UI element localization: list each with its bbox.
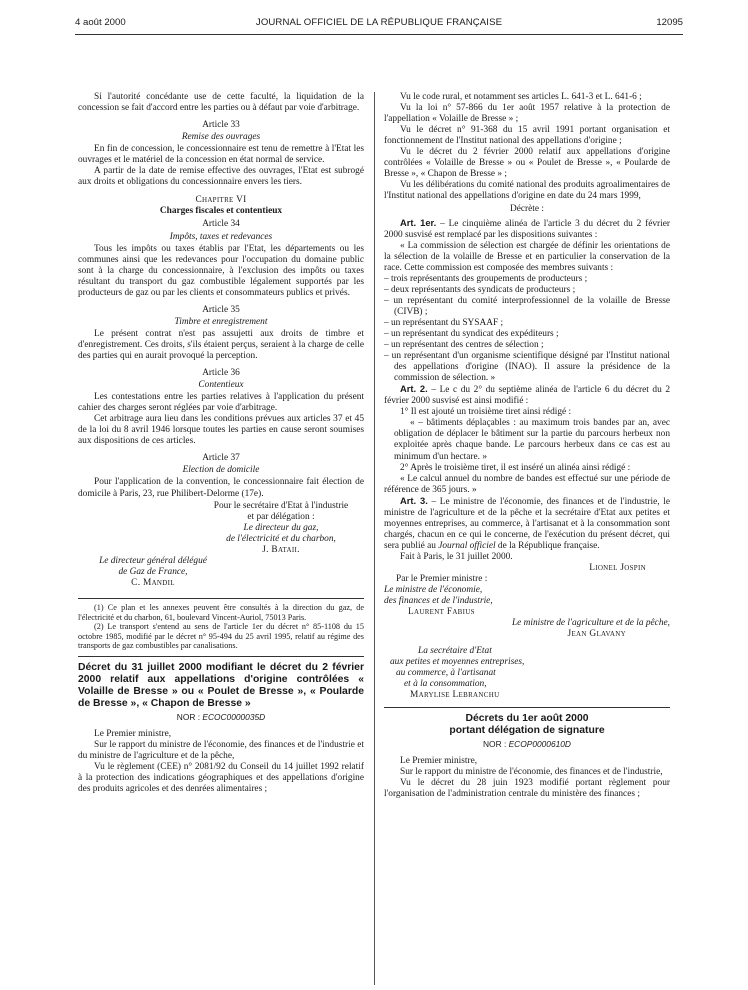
paragraph: Vu la loi n° 57-866 du 1er août 1957 relative à la protection de l'appellation « Volaille de Bresse » ; — [384, 103, 670, 125]
paragraph: Si l'autorité concédante use de cette faculté, la liquidation de la concession se fait d'accord entre les parties ou à défaut par voie d'arbitrage. — [78, 92, 364, 114]
member-list-item: – trois représentants des groupements de producteurs ; — [384, 273, 588, 284]
signature-line: Le directeur général délégué — [99, 555, 207, 566]
signature-line: et à la consommation, — [404, 679, 487, 690]
paragraph: Le Premier ministre, — [400, 755, 478, 766]
article-subtitle: Remise des ouvrages — [181, 132, 261, 143]
signatory-name: Laurent Fabius — [408, 607, 475, 618]
place-date: Fait à Paris, le 31 juillet 2000. — [400, 551, 513, 562]
column-divider — [374, 92, 375, 985]
right-column — [384, 92, 670, 800]
paragraph: Vu le code rural, et notamment ses articles L. 641-3 et L. 641-6 ; — [400, 92, 642, 102]
paragraph: Pour l'application de la convention, le concessionnaire fait élection de domicile à Paris, 23, rue Philibert-Delorme (17e). — [78, 477, 364, 499]
member-list — [384, 274, 670, 384]
paragraph: Vu le décret du 2 février 2000 relatif aux appellations d'origine contrôlées « Volaille de Bresse » ou « Poulet de Bresse », « Poularde de Bresse », « Chapon de Bresse » ; — [384, 147, 670, 180]
signatory-name: Lionel Jospin — [589, 562, 646, 573]
quote-paragraph: « Le calcul annuel du nombre de bandes est effectué sur une période de référence de 365 jours. » — [384, 473, 670, 495]
signatory-name: J. Bataii. — [262, 544, 300, 555]
article-paragraph — [384, 496, 670, 552]
paragraph: Le présent contrat n'est pas assujetti aux droits de timbre et d'enregistrement. Ces droits, s'ils étaient perçus, seraient à la charge de celle des parties qui en aurait provoqué la perception. — [78, 328, 364, 361]
signature-line: Par le Premier ministre : — [396, 574, 488, 585]
nor-label: NOR : — [483, 738, 507, 749]
member-list-item: – deux représentants des syndicats de producteurs ; — [384, 284, 576, 295]
article-paragraph — [384, 218, 670, 241]
decree-title: Décrets du 1er août 2000 — [465, 712, 589, 724]
signature-line: de Gaz de France, — [118, 566, 188, 577]
article-subtitle: Impôts, taxes et redevances — [169, 231, 273, 242]
signature-line: aux petites et moyennes entreprises, — [390, 657, 525, 668]
header-title: JOURNAL OFFICIEL DE LA RÉPUBLIQUE FRANÇAISE — [255, 17, 503, 28]
article-label: Art. 1er. — [400, 217, 437, 228]
decree-title: Décret du 31 juillet 2000 modifiant le décret du 2 février 2000 relatif aux appellations d'origine contrôlées « Volaille de Bresse » ou « Poulet de Bresse », « Poularde de Bresse », « Chapon de Bresse » — [78, 661, 364, 709]
article-heading: Article 37 — [202, 453, 240, 464]
header-date: 4 août 2000 — [75, 17, 126, 28]
footnote: (1) Ce plan et les annexes peuvent être consultés à la direction du gaz, de l'électricité et du charbon, 61, boulevard Vincent-Auriol, 75013 Paris. — [78, 602, 364, 622]
paragraph: Le Premier ministre, — [94, 728, 172, 739]
signature-line: de l'électricité et du charbon, — [226, 533, 336, 544]
left-column — [78, 92, 364, 795]
footnote: (2) Le transport s'entend au sens de l'article 1er du décret n° 85-1108 du 15 octobre 1985, modifié par le décret n° 95-494 du 25 avril 1995, relatif au régime des transports de gaz combustibles par canalisations. — [78, 622, 364, 651]
section-rule — [78, 656, 364, 657]
quote-paragraph: « La commission de sélection est chargée de définir les orientations de la sélection de la volaille de Bresse et en particulier la conservation de la race. Cette commission est composée des membres suivants : — [384, 240, 670, 273]
paragraph: Cet arbitrage aura lieu dans les conditions prévues aux articles 37 et 45 de la loi du 8 avril 1946 lorsque toutes les parties en cause seront soumises aux dispositions de ces articles. — [78, 414, 364, 447]
member-list-item: – un représentant du SYSAAF ; — [384, 317, 504, 328]
signature-line: des finances et de l'industrie, — [384, 596, 493, 607]
member-list-item: – un représentant du comité interprofessionnel de la volaille de Bresse (CIVB) ; — [384, 295, 670, 317]
journal-name: Journal officiel — [438, 540, 496, 551]
signature-block — [384, 646, 670, 701]
member-list-item: – un représentant des centres de sélection ; — [384, 340, 544, 351]
signature-line: La secrétaire d'Etat — [418, 646, 492, 657]
chapter-title: Charges fiscales et contentieux — [159, 206, 283, 217]
paragraph: A partir de la date de remise effective des ouvrages, l'Etat est subrogé aux droits et obligations du concessionnaire envers les tiers. — [78, 166, 364, 188]
signature-line: Le directeur du gaz, — [243, 522, 319, 533]
article-subtitle: Contentieux — [198, 380, 244, 391]
signatory-name: C. Mandil — [131, 577, 175, 588]
signature-line: Le ministre de l'agriculture et de la pêche, — [511, 618, 670, 629]
signature-line: Pour le secrétaire d'Etat à l'industrie — [213, 500, 349, 511]
signature-line: au commerce, à l'artisanat — [396, 668, 496, 679]
member-list-item: – un représentant d'un organisme scientifique désigné par l'Institut national des appellations d'origine (INAO). Il assure la présidence de la commission de sélection. » — [384, 351, 670, 384]
paragraph: Sur le rapport du ministre de l'économie, des finances et de l'industrie, — [400, 766, 663, 777]
article-text: – Le cinquième alinéa de l'article 3 du décret du 2 février 2000 susvisé est remplacé par les dispositions suivantes : — [384, 218, 670, 240]
paragraph: Les contestations entre les parties relatives à l'application du présent cahier des charges seront réglées par voie d'arbitrage. — [78, 392, 364, 414]
signature-block — [78, 556, 228, 589]
decree-title: portant délégation de signature — [449, 724, 605, 736]
header-rule — [75, 34, 683, 35]
article-heading: Article 36 — [202, 368, 240, 379]
paragraph: 1° Il est ajouté un troisième tiret ainsi rédigé : — [400, 407, 572, 418]
member-list-item: – un représentant du syndicat des expéditeurs ; — [384, 328, 559, 339]
quote-paragraph: « – bâtiments déplaçables : au maximum trois bandes par an, avec obligation de déplacer le bâtiment sur la partie du parcours herbeux non exploitée après chaque bande. Le parcours herbeux dans ce cas est au minimum d'un hectare. » — [394, 418, 670, 462]
nor-reference — [78, 712, 364, 723]
paragraph: Vu le décret n° 91-368 du 15 avril 1991 portant organisation et fonctionnement de l'Institut national des appellations d'origine ; — [384, 125, 670, 147]
nor-code: ECOP0000610D — [508, 738, 571, 749]
nor-reference — [384, 739, 670, 750]
article-paragraph — [384, 384, 670, 407]
article-text: – Le c du 2° du septième alinéa de l'article 6 du décret du 2 février 2000 susvisé est ainsi modifié : — [384, 385, 670, 407]
article-label: Art. 2. — [400, 384, 428, 395]
article-text-end: de la République française. — [495, 540, 600, 551]
nor-label: NOR : — [176, 711, 201, 722]
chapter-heading: Chapitre VI — [195, 195, 247, 206]
signature-line: Le ministre de l'économie, — [384, 585, 483, 596]
section-rule — [384, 707, 670, 708]
paragraph: Vu le règlement (CEE) n° 2081/92 du Conseil du 14 juillet 1992 relatif à la protection des indications géographiques et des appellations d'origine des produits agricoles et des denrées alimentaires ; — [78, 762, 364, 795]
article-heading: Article 35 — [202, 304, 240, 315]
page-header — [75, 17, 683, 31]
article-heading: Article 34 — [202, 219, 240, 230]
paragraph: Vu le décret du 28 juin 1923 modifié portant règlement pour l'organisation de l'administration centrale du ministère des finances ; — [384, 777, 670, 799]
signature-line: et par délégation : — [247, 511, 315, 522]
decrete-heading: Décrète : — [510, 204, 544, 215]
footnote-rule — [78, 598, 364, 599]
paragraph: Tous les impôts ou taxes établis par l'Etat, les départements ou les communes ainsi que les redevances pour l'occupation du domaine public sont à la charge du concessionnaire, à l'exclusion des impôts ou taxes résultant du transport du gaz combustible légalement supportés par les producteurs de gaz ou par les clients et consommateurs publics et privés. — [78, 243, 364, 298]
paragraph: 2° Après le troisième tiret, il est inséré un alinéa ainsi rédigé : — [400, 462, 631, 473]
paragraph: Vu les délibérations du comité national des produits agroalimentaires de l'Institut national des appellations d'origine en date du 24 mars 1999, — [384, 180, 670, 202]
paragraph: Sur le rapport du ministre de l'économie, des finances et de l'industrie et du ministre de l'agriculture et de la pêche, — [78, 739, 364, 762]
signatory-name: Marylise Lebranchu — [410, 690, 500, 701]
signature-block — [198, 501, 364, 556]
article-subtitle: Election de domicile — [182, 465, 260, 476]
page-number: 12095 — [656, 17, 683, 28]
article-heading: Article 33 — [202, 120, 240, 131]
article-text: – Le ministre de l'économie, des finances et de l'industrie, le ministre de l'agriculture et de la pêche et la secrétaire d'Etat aux petites et moyennes entreprises, au commerce, à l'artisanat et à la consommation sont chargés, chacun en ce qui le concerne, de l'exécution du présent décret, qui sera publié au — [384, 496, 670, 551]
signatory-name: Jean Glavany — [567, 629, 626, 640]
article-subtitle: Timbre et enregistrement — [174, 316, 268, 327]
nor-code: ECOC0000035D — [202, 711, 266, 722]
paragraph: En fin de concession, le concessionnaire est tenu de remettre à l'Etat les ouvrages et le matériel de la concession en état normal de service. — [78, 144, 364, 166]
article-label: Art. 3. — [400, 495, 428, 506]
